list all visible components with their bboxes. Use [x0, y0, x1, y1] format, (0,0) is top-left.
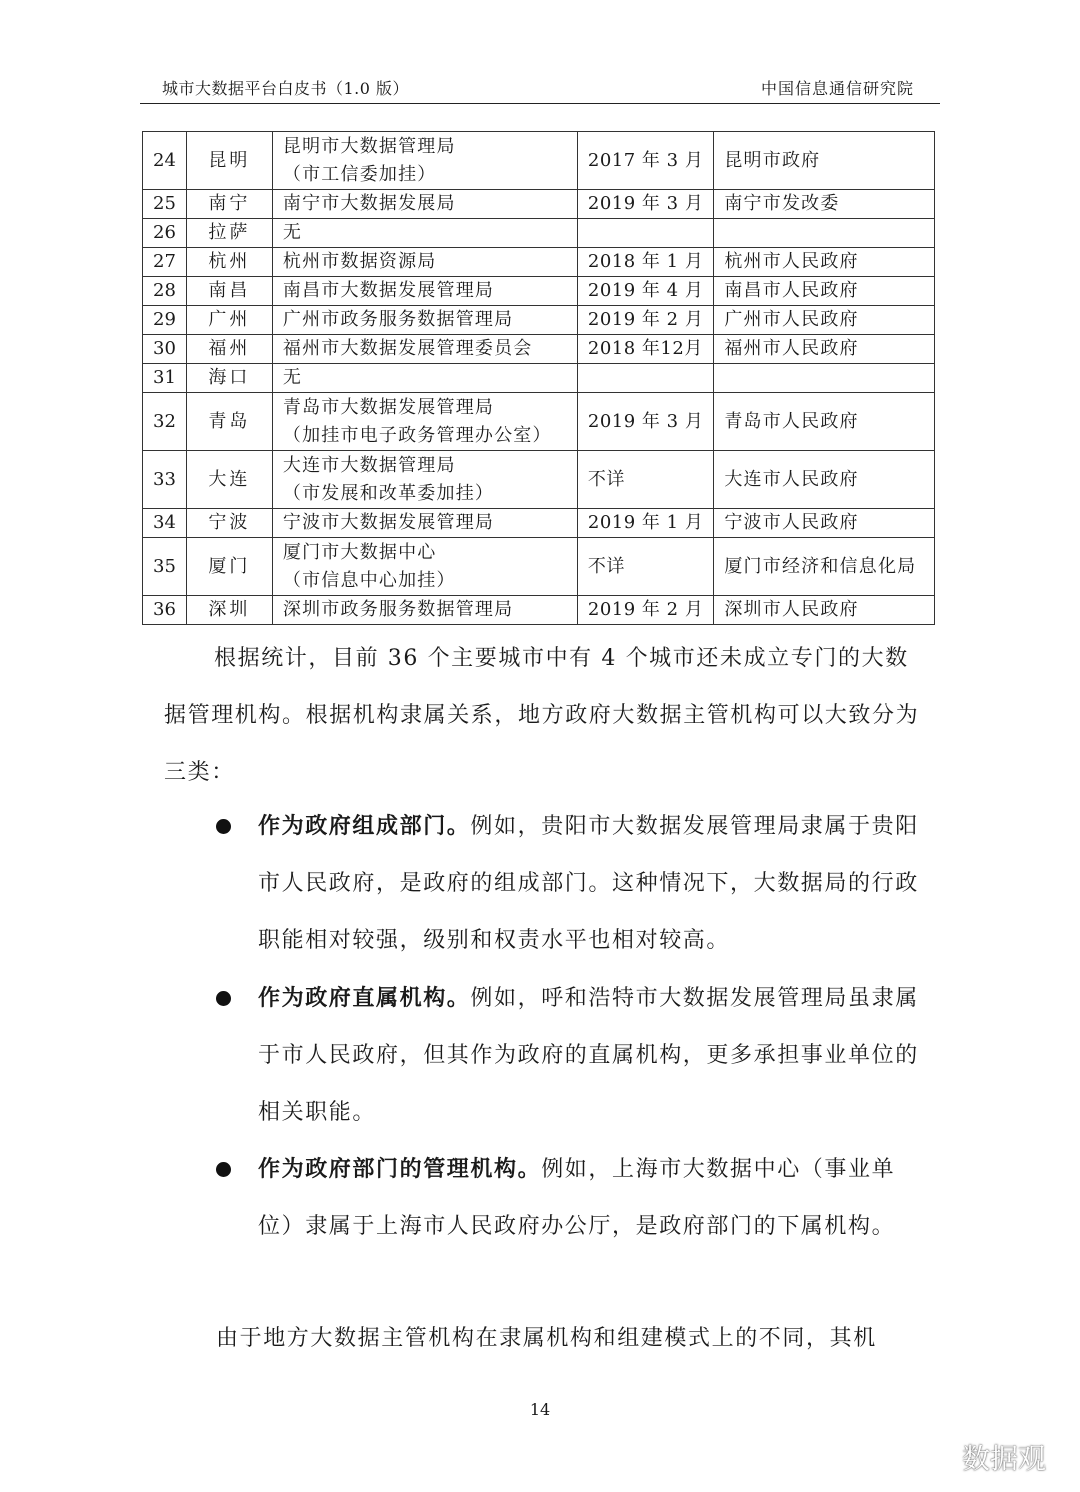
cell-agency [272, 364, 577, 393]
cell-agency [272, 538, 577, 596]
bullet-dot-icon [216, 819, 231, 834]
cell-parent: 福州市人民政府 [714, 335, 935, 364]
cell-city: 昆明 [186, 132, 272, 190]
cell-number: 33 [143, 451, 187, 509]
cell-city: 南昌 [186, 277, 272, 306]
cell-city: 大连 [186, 451, 272, 509]
cell-city: 厦门 [186, 538, 272, 596]
header-title: 城市大数据平台白皮书（1.0 版） [162, 79, 410, 98]
bullet-dot-icon [216, 1162, 231, 1177]
cell-parent: 杭州市人民政府 [714, 248, 935, 277]
table-row [143, 364, 935, 393]
table-row [143, 596, 935, 625]
cell-parent: 南宁市发改委 [714, 190, 935, 219]
bullet-heading: 作为政府组成部门。 [258, 813, 471, 839]
cell-date [577, 364, 713, 393]
cell-parent: 广州市人民政府 [714, 306, 935, 335]
cell-number: 27 [143, 248, 187, 277]
header-divider [140, 103, 940, 104]
cell-date [577, 219, 713, 248]
agency-line: 厦门市大数据中心 [282, 541, 437, 563]
bullet-item-1 [216, 798, 920, 969]
cell-city: 宁波 [186, 509, 272, 538]
cell-agency [272, 132, 577, 190]
table-row [143, 393, 935, 451]
cell-parent: 青岛市人民政府 [714, 393, 935, 451]
table-row [143, 219, 935, 248]
cell-parent: 深圳市人民政府 [714, 596, 935, 625]
agency-line: 杭州市数据资源局 [282, 251, 437, 272]
cell-date: 2019 年 1 月 [577, 509, 713, 538]
cell-date: 2019 年 2 月 [577, 306, 713, 335]
bullet-text [258, 1141, 920, 1255]
agency-line: 福州市大数据发展管理委员会 [282, 338, 533, 359]
agency-line: （加挂市电子政务管理办公室） [282, 424, 552, 446]
agency-line: 南宁市大数据发展局 [282, 193, 456, 214]
cell-date: 2018 年12月 [577, 335, 713, 364]
agency-line: 无 [282, 367, 303, 388]
watermark-text: 数据观 [961, 1442, 1046, 1475]
bullet-item-2 [216, 970, 920, 1141]
table-row [143, 190, 935, 219]
cell-agency [272, 219, 577, 248]
cell-parent: 宁波市人民政府 [714, 509, 935, 538]
page-number: 14 [529, 1400, 551, 1419]
bullet-text [258, 970, 920, 1141]
table-row [143, 451, 935, 509]
table-row [143, 248, 935, 277]
table-row [143, 538, 935, 596]
cell-agency [272, 190, 577, 219]
agency-table [142, 131, 935, 625]
cell-parent: 昆明市政府 [714, 132, 935, 190]
cell-agency [272, 509, 577, 538]
table-row [143, 509, 935, 538]
paragraph-continuation: 由于地方大数据主管机构在隶属机构和组建模式上的不同，其机 [216, 1326, 877, 1351]
cell-number: 34 [143, 509, 187, 538]
cell-city: 福州 [186, 335, 272, 364]
cell-parent [714, 364, 935, 393]
cell-number: 25 [143, 190, 187, 219]
cell-date: 不详 [577, 538, 713, 596]
cell-agency [272, 277, 577, 306]
cell-number: 31 [143, 364, 187, 393]
cell-city: 拉萨 [186, 219, 272, 248]
bullet-dot-icon [216, 991, 231, 1006]
cell-parent: 大连市人民政府 [714, 451, 935, 509]
cell-date: 2019 年 2 月 [577, 596, 713, 625]
cell-number: 26 [143, 219, 187, 248]
cell-number: 30 [143, 335, 187, 364]
cell-number: 36 [143, 596, 187, 625]
agency-line: 深圳市政务服务数据管理局 [282, 599, 514, 620]
cell-number: 24 [143, 132, 187, 190]
agency-line: （市发展和改革委加挂） [282, 482, 495, 504]
cell-city: 青岛 [186, 393, 272, 451]
watermark [920, 1437, 1046, 1477]
bullet-body: 例如，贵阳市大数据发展管理局隶属于贵阳市人民政府，是政府的组成部门。这种情况下，大数据局的行政职能相对较强，级别和权责水平也相对较高。 [258, 814, 919, 953]
paragraph-summary: 根据统计，目前 36 个主要城市中有 4 个城市还未成立专门的大数据管理机构。根据机构隶属关系，地方政府大数据主管机构可以大致分为三类： [164, 646, 920, 785]
agency-line: 广州市政务服务数据管理局 [282, 309, 514, 330]
bullet-body: 例如，呼和浩特市大数据发展管理局虽隶属于市人民政府，但其作为政府的直属机构，更多承担事业单位的相关职能。 [258, 986, 919, 1125]
cell-date: 2019 年 4 月 [577, 277, 713, 306]
cell-agency [272, 596, 577, 625]
table-row [143, 132, 935, 190]
cell-city: 深圳 [186, 596, 272, 625]
cell-city: 海口 [186, 364, 272, 393]
cell-parent: 南昌市人民政府 [714, 277, 935, 306]
table-row [143, 335, 935, 364]
cell-parent: 厦门市经济和信息化局 [714, 538, 935, 596]
cell-agency [272, 248, 577, 277]
agency-line: （市工信委加挂） [282, 163, 437, 185]
cell-city: 南宁 [186, 190, 272, 219]
agency-line: 无 [282, 222, 303, 243]
cell-city: 广州 [186, 306, 272, 335]
agency-line: （市信息中心加挂） [282, 569, 456, 591]
header-organization: 中国信息通信研究院 [760, 79, 914, 98]
agency-line: 昆明市大数据管理局 [282, 135, 456, 157]
agency-line: 大连市大数据管理局 [282, 454, 456, 476]
bullet-body: 例如，上海市大数据中心（事业单位）隶属于上海市人民政府办公厅，是政府部门的下属机构。 [258, 1157, 896, 1239]
cell-agency [272, 393, 577, 451]
cell-date: 不详 [577, 451, 713, 509]
bullet-heading: 作为政府部门的管理机构。 [258, 1156, 542, 1182]
bullet-text [258, 798, 920, 969]
agency-line: 南昌市大数据发展管理局 [282, 280, 495, 301]
cell-agency [272, 335, 577, 364]
table-row [143, 277, 935, 306]
table-row [143, 306, 935, 335]
cell-agency [272, 306, 577, 335]
cell-city: 杭州 [186, 248, 272, 277]
cell-date: 2018 年 1 月 [577, 248, 713, 277]
cell-agency [272, 451, 577, 509]
cell-date: 2019 年 3 月 [577, 190, 713, 219]
cell-parent [714, 219, 935, 248]
cell-number: 35 [143, 538, 187, 596]
agency-line: 青岛市大数据发展管理局 [282, 396, 495, 418]
cell-number: 28 [143, 277, 187, 306]
bullet-item-3 [216, 1141, 920, 1255]
agency-line: 宁波市大数据发展管理局 [282, 512, 495, 533]
cell-date: 2017 年 3 月 [577, 132, 713, 190]
cell-number: 29 [143, 306, 187, 335]
bullet-heading: 作为政府直属机构。 [258, 985, 471, 1011]
cell-number: 32 [143, 393, 187, 451]
cell-date: 2019 年 3 月 [577, 393, 713, 451]
wechat-icon [920, 1443, 954, 1471]
